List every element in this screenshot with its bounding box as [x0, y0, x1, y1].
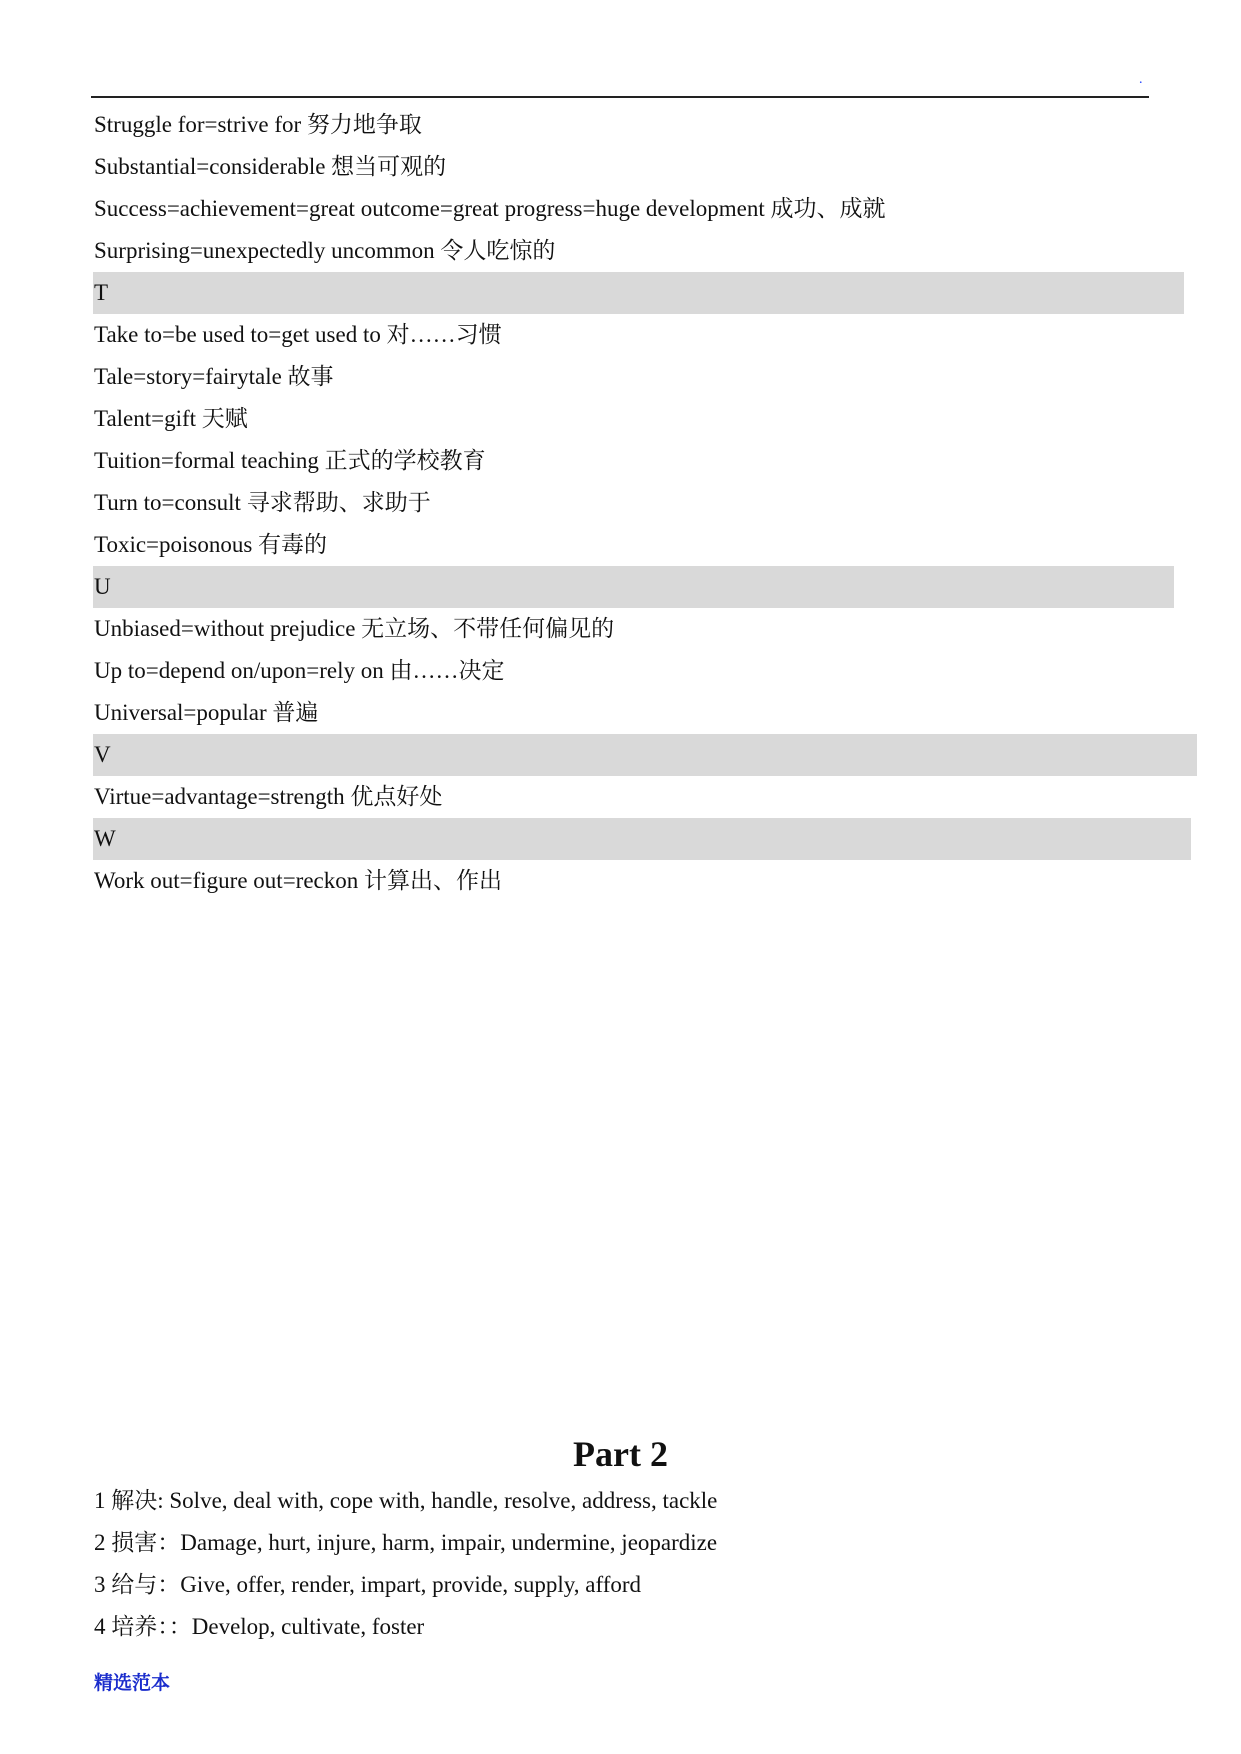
footer-label: 精选范本 [94, 1672, 171, 1694]
synonym-item: 1 解决: Solve, deal with, cope with, handle, resolve, address, tackle [94, 1488, 718, 1513]
header-rule [91, 96, 1149, 98]
vocab-entry: Unbiased=without prejudice 无立场、不带任何偏见的 [94, 616, 615, 641]
vocabulary-list [94, 104, 1214, 902]
synonym-item: 3 给与：Give, offer, render, impart, provide, supply, afford [94, 1572, 642, 1597]
vocab-entry: Work out=figure out=reckon 计算出、作出 [94, 868, 502, 893]
vocab-entry: Up to=depend on/upon=rely on 由……决定 [94, 658, 505, 683]
vocab-entry: Struggle for=strive for 努力地争取 [94, 112, 422, 137]
vocab-entry: Success=achievement=great outcome=great progress=huge development 成功、成就 [94, 196, 886, 221]
vocab-entry: Surprising=unexpectedly uncommon 令人吃惊的 [94, 238, 556, 263]
part-2-list [94, 1480, 717, 1648]
synonym-item: 4 培养：：Develop, cultivate, foster [94, 1614, 425, 1639]
letter-heading-w: W [93, 818, 1191, 860]
synonym-item: 2 损害：Damage, hurt, injure, harm, impair, undermine, jeopardize [94, 1530, 718, 1555]
vocab-entry: Substantial=considerable 想当可观的 [94, 154, 447, 179]
letter-heading-u: U [93, 566, 1174, 608]
letter-heading-v: V [93, 734, 1197, 776]
vocab-entry: Toxic=poisonous 有毒的 [94, 532, 328, 557]
vocab-entry: Virtue=advantage=strength 优点好处 [94, 784, 443, 809]
vocab-entry: Tuition=formal teaching 正式的学校教育 [94, 448, 486, 473]
vocab-entry: Universal=popular 普遍 [94, 700, 319, 725]
part-2-title: Part 2 [573, 1434, 668, 1474]
vocab-entry: Talent=gift 天赋 [94, 406, 248, 431]
letter-heading-t: T [93, 272, 1184, 314]
header-dot: . [1139, 72, 1143, 87]
vocab-entry: Turn to=consult 寻求帮助、求助于 [94, 490, 431, 515]
vocab-entry: Tale=story=fairytale 故事 [94, 364, 334, 389]
vocab-entry: Take to=be used to=get used to 对……习惯 [94, 322, 502, 347]
